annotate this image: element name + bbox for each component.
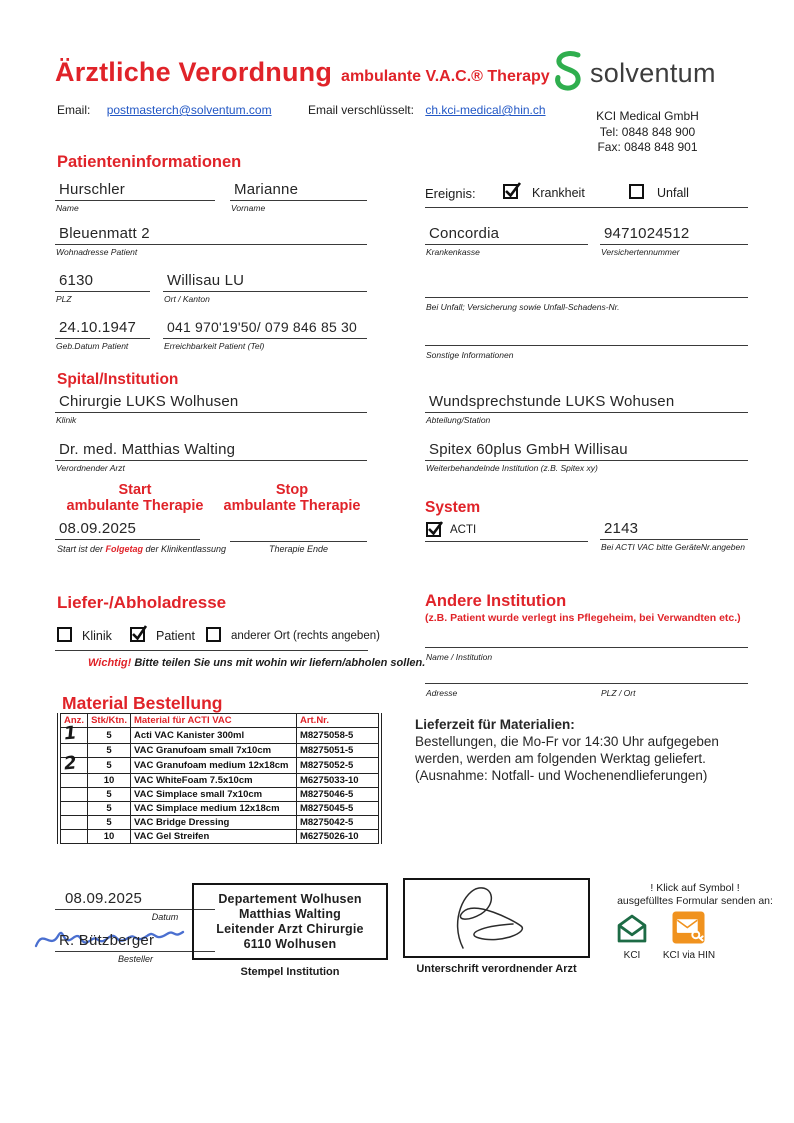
field-adresse	[55, 225, 367, 257]
lieferzeit-line1: Bestellungen, die Mo-Fr vor 14:30 Uhr aufgegeben	[415, 734, 719, 749]
ereignis-label: Ereignis:	[425, 186, 476, 201]
start-caption-pre: Start ist der	[57, 544, 106, 554]
andere-name-line	[425, 647, 748, 648]
field-klinik	[55, 393, 367, 425]
field-gebdatum	[55, 319, 150, 351]
wichtig-text: Bitte teilen Sie uns mit wohin wir liefern/abholen sollen.	[131, 657, 426, 669]
krankheit-label: Krankheit	[532, 186, 585, 200]
section-heading-andere: Andere Institution	[425, 592, 567, 610]
material-cell-anz[interactable]	[61, 788, 88, 802]
field-datum-label: Datum	[151, 912, 179, 922]
andere-adresse-label: Adresse	[426, 688, 458, 698]
field-arzt-value: Dr. med. Matthias Walting	[55, 441, 367, 461]
material-cell-stk: 5	[88, 744, 131, 758]
material-cell-material: VAC WhiteFoam 7.5x10cm	[130, 774, 296, 788]
solventum-logo	[552, 49, 716, 98]
field-ort	[163, 272, 367, 304]
checkbox-acti[interactable]	[426, 522, 441, 537]
send-instructions-line1: ! Klick auf Symbol !	[650, 882, 740, 894]
stamp-line: 6110 Wolhusen	[243, 937, 337, 951]
start-heading	[55, 483, 215, 514]
material-table-row	[61, 774, 379, 788]
field-vorname-value: Marianne	[230, 181, 367, 201]
solventum-logo-icon	[552, 49, 583, 98]
field-adresse-value: Bleuenmatt 2	[55, 225, 367, 245]
stamp-line: Leitender Arzt Chirurgie	[216, 922, 364, 936]
field-krankenkasse-value: Concordia	[425, 225, 588, 245]
material-cell-stk: 5	[88, 802, 131, 816]
field-arzt-label: Verordnender Arzt	[56, 463, 125, 473]
field-adresse-label: Wohnadresse Patient	[56, 247, 138, 257]
wichtig-note	[88, 657, 425, 669]
material-col-header: Material für ACTI VAC	[130, 714, 296, 728]
material-cell-anz[interactable]	[61, 816, 88, 830]
doctor-signature-box	[403, 878, 590, 958]
checkbox-krankheit[interactable]	[503, 184, 518, 199]
company-tel: Tel: 0848 848 900	[599, 124, 696, 139]
stop-heading-line1: Stop	[275, 482, 309, 498]
material-table-row	[61, 744, 379, 758]
field-versichertennummer-value: 9471024512	[600, 225, 748, 245]
company-fax: Fax: 0848 848 901	[597, 140, 698, 154]
checkbox-anderer-ort[interactable]	[206, 627, 221, 642]
material-col-header: Art.Nr.	[296, 714, 378, 728]
sonstige-label: Sonstige Informationen	[426, 350, 514, 360]
material-table-row	[61, 816, 379, 830]
field-vorname-label: Vorname	[231, 203, 266, 213]
field-geraet-nr-label: Bei ACTI VAC bitte GeräteNr.angeben	[601, 542, 745, 552]
material-cell-stk: 5	[88, 758, 131, 774]
field-vorname	[230, 181, 367, 213]
ereignis-divider	[425, 207, 748, 208]
field-klinik-value: Chirurgie LUKS Wolhusen	[55, 393, 367, 413]
lieferzeit-block	[415, 716, 719, 784]
andere-adresse-line	[425, 683, 748, 684]
material-table-body	[61, 722, 379, 844]
field-besteller-label: Besteller	[117, 954, 153, 964]
stop-date-caption: Therapie Ende	[268, 544, 329, 554]
field-datum-value: 08.09.2025	[55, 890, 215, 910]
liefer-divider	[55, 650, 368, 651]
company-name: KCI Medical GmbH	[596, 109, 699, 123]
material-cell-stk: 10	[88, 830, 131, 844]
field-geraet-nr-value: 2143	[600, 520, 748, 540]
material-col-header: Anz.	[61, 714, 88, 728]
stamp-label: Stempel Institution	[240, 966, 340, 978]
start-caption-em: Folgetag	[105, 544, 144, 554]
acti-line	[425, 541, 588, 542]
checkbox-klinik[interactable]	[57, 627, 72, 642]
material-cell-anz[interactable]	[61, 802, 88, 816]
solventum-logo-text: solventum	[590, 58, 716, 88]
stamp-line: Matthias Walting	[238, 907, 342, 921]
field-telefon-value: 041 970'19'50/ 079 846 85 30	[163, 319, 367, 339]
section-heading-spital: Spital/Institution	[57, 371, 179, 388]
field-plz-label: PLZ	[56, 294, 72, 304]
material-cell-stk: 5	[88, 728, 131, 744]
section-heading-system: System	[425, 499, 481, 516]
material-cell-material: VAC Bridge Dressing	[130, 816, 296, 830]
field-gebdatum-label: Geb.Datum Patient	[56, 341, 129, 351]
stop-heading-line2: ambulante Therapie	[223, 497, 361, 514]
field-name	[55, 181, 215, 213]
field-telefon-label: Erreichbarkeit Patient (Tel)	[164, 341, 265, 351]
wichtig-word: Wichtig!	[88, 657, 132, 669]
material-table-row	[61, 728, 379, 744]
field-start-date-value: 08.09.2025	[55, 520, 200, 540]
field-weiterbehandelnde	[425, 441, 748, 473]
start-heading-line1: Start	[118, 482, 152, 498]
field-abteilung	[425, 393, 748, 425]
material-cell-anz[interactable]	[61, 722, 88, 745]
material-cell-art: M8275046-5	[296, 788, 378, 802]
acti-label: ACTI	[450, 524, 477, 536]
field-weiterbehandelnde-label: Weiterbehandelnde Institution (z.B. Spitex xy)	[426, 463, 598, 473]
stop-date-line	[230, 541, 367, 542]
field-abteilung-value: Wundsprechstunde LUKS Wohusen	[425, 393, 748, 413]
field-versichertennummer	[600, 225, 748, 257]
unfall-nr-label: Bei Unfall; Versicherung sowie Unfall-Schadens-Nr.	[426, 302, 620, 312]
material-cell-art: M8275058-5	[296, 728, 378, 744]
doctor-signature-label: Unterschrift verordnender Arzt	[416, 963, 577, 975]
field-telefon	[163, 319, 367, 351]
field-krankenkasse-label: Krankenkasse	[426, 247, 480, 257]
email-enc-label: Email verschlüsselt:	[307, 103, 414, 117]
material-cell-art: M8275045-5	[296, 802, 378, 816]
field-name-value: Hurschler	[55, 181, 215, 201]
page-subtitle: ambulante V.A.C.® Therapy	[341, 68, 550, 85]
kci-envelope-icon[interactable]	[616, 913, 648, 945]
option-anderer-ort-label: anderer Ort (rechts angeben)	[231, 630, 380, 642]
material-col-header: Stk/Ktn.	[88, 714, 131, 728]
hin-envelope-icon[interactable]	[672, 911, 705, 944]
start-heading-line2: ambulante Therapie	[66, 497, 204, 514]
field-plz	[55, 272, 150, 304]
material-cell-art: M8275042-5	[296, 816, 378, 830]
material-cell-material: VAC Simplace medium 12x18cm	[130, 802, 296, 816]
kci-icon-label: KCI	[623, 950, 641, 961]
unfall-label: Unfall	[657, 186, 689, 200]
field-klinik-label: Klinik	[56, 415, 77, 425]
field-arzt	[55, 441, 367, 473]
stamp-line: Departement Wolhusen	[218, 892, 362, 906]
field-name-label: Name	[56, 203, 79, 213]
checkbox-unfall[interactable]	[629, 184, 644, 199]
start-caption-post: der Klinikentlassung	[143, 544, 227, 554]
material-table-row	[61, 830, 379, 844]
start-date-caption	[57, 544, 226, 554]
andere-caption: (z.B. Patient wurde verlegt ins Pflegeheim, bei Verwandten etc.)	[425, 612, 741, 624]
send-instructions	[605, 882, 785, 908]
field-besteller-value: R. Bützberger	[55, 932, 215, 952]
material-cell-art: M6275026-10	[296, 830, 378, 844]
lieferzeit-line3: (Ausnahme: Notfall- und Wochenendlieferungen)	[415, 768, 708, 783]
material-cell-anz[interactable]	[61, 830, 88, 844]
material-cell-stk: 5	[88, 816, 131, 830]
sonstige-line	[425, 345, 748, 346]
field-geraet-nr	[600, 520, 748, 552]
checkbox-patient[interactable]	[130, 627, 145, 642]
field-ort-value: Willisau LU	[163, 272, 367, 292]
section-heading-patient: Patienteninformationen	[57, 153, 242, 171]
form-title-bar	[55, 57, 550, 88]
field-plz-value: 6130	[55, 272, 150, 292]
field-versichertennummer-label: Versichertennummer	[601, 247, 680, 257]
material-cell-material: VAC Gel Streifen	[130, 830, 296, 844]
andere-name-label: Name / Institution	[426, 652, 493, 662]
material-cell-material: VAC Granufoam small 7x10cm	[130, 744, 296, 758]
material-table-row	[61, 788, 379, 802]
institution-stamp	[192, 883, 388, 960]
option-klinik-label: Klinik	[82, 629, 112, 643]
stop-heading	[213, 483, 371, 514]
doctor-signature	[405, 880, 588, 956]
option-patient-label: Patient	[156, 629, 195, 643]
material-cell-material: VAC Simplace small 7x10cm	[130, 788, 296, 802]
field-besteller	[55, 932, 215, 964]
material-cell-art: M6275033-10	[296, 774, 378, 788]
material-cell-anz[interactable]	[61, 774, 88, 788]
material-table-header-row	[61, 714, 379, 728]
andere-plz-label: PLZ / Ort	[601, 688, 636, 698]
email-row	[57, 103, 546, 117]
material-table	[60, 713, 379, 844]
lieferzeit-heading: Lieferzeit für Materialien:	[415, 717, 575, 732]
page-title: Ärztliche Verordnung	[55, 57, 333, 87]
handwritten-quantity: 2	[63, 752, 78, 775]
field-start-date	[55, 520, 200, 540]
section-heading-liefer: Liefer-/Abholadresse	[57, 593, 227, 612]
unfall-nr-line	[425, 297, 748, 298]
field-gebdatum-value: 24.10.1947	[55, 319, 150, 339]
lieferzeit-line2: werden, werden am folgenden Werktag geliefert.	[415, 751, 706, 766]
material-cell-art: M8275052-5	[296, 758, 378, 774]
field-weiterbehandelnde-value: Spitex 60plus GmbH Willisau	[425, 441, 748, 461]
material-cell-stk: 5	[88, 788, 131, 802]
field-ort-label: Ort / Kanton	[164, 294, 210, 304]
handwritten-quantity: 1	[63, 722, 78, 745]
field-krankenkasse	[425, 225, 588, 257]
material-table-row	[61, 758, 379, 774]
field-abteilung-label: Abteilung/Station	[426, 415, 491, 425]
send-instructions-line2: ausgefülltes Formular senden an:	[617, 895, 773, 907]
contact-block	[590, 109, 705, 156]
material-table-wrap	[57, 713, 382, 844]
material-cell-material: Acti VAC Kanister 300ml	[130, 728, 296, 744]
email-link[interactable]: postmasterch@solventum.com	[106, 103, 272, 117]
hin-icon-label: KCI via HIN	[662, 950, 716, 961]
material-cell-art: M8275051-5	[296, 744, 378, 758]
material-table-row	[61, 802, 379, 816]
section-heading-material: Material Bestellung	[62, 693, 223, 713]
email-enc-link[interactable]: ch.kci-medical@hin.ch	[425, 103, 546, 117]
material-cell-stk: 10	[88, 774, 131, 788]
material-cell-material: VAC Granufoam medium 12x18cm	[130, 758, 296, 774]
material-cell-anz[interactable]	[61, 752, 88, 775]
email-label: Email:	[57, 103, 91, 117]
